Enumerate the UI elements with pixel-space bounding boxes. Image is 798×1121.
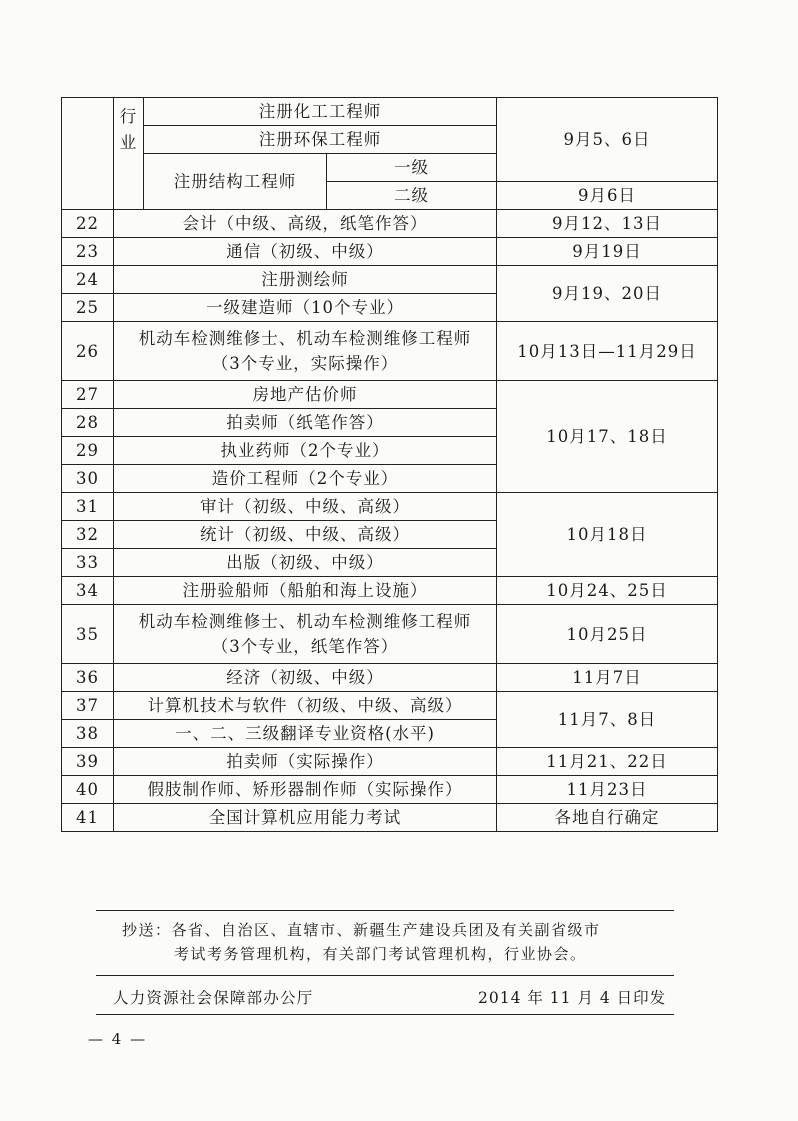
row-number: 25	[62, 294, 114, 322]
table-row	[62, 210, 718, 238]
divider-middle	[96, 975, 674, 976]
table-row	[62, 664, 718, 692]
page-number: — 4 —	[88, 1030, 148, 1048]
exam-name: 执业药师（2个专业）	[114, 437, 497, 465]
divider-bottom	[96, 1014, 674, 1015]
exam-name: 注册测绘师	[114, 266, 497, 294]
cc-line: 考试考务管理机构，有关部门考试管理机构，行业协会。	[174, 945, 587, 963]
exam-level: 一级	[327, 154, 497, 182]
table-row	[62, 266, 718, 294]
exam-name: 审计（初级、中级、高级）	[114, 493, 497, 521]
table-row	[62, 776, 718, 804]
exam-name: 注册结构工程师	[144, 154, 327, 210]
exam-name: 拍卖师（纸笔作答）	[114, 409, 497, 437]
table-row	[62, 238, 718, 266]
category-label: 行 业	[114, 98, 144, 210]
exam-name: 拍卖师（实际操作）	[114, 748, 497, 776]
exam-name: 一级建造师（10个专业）	[114, 294, 497, 322]
exam-date: 9月5、6日	[497, 98, 718, 182]
exam-date: 各地自行确定	[497, 804, 718, 832]
row-number: 39	[62, 748, 114, 776]
row-number: 33	[62, 549, 114, 577]
exam-name: 房地产估价师	[114, 381, 497, 409]
exam-date: 11月7日	[497, 664, 718, 692]
exam-date: 11月7、8日	[497, 692, 718, 748]
exam-name: 经济（初级、中级）	[114, 664, 497, 692]
divider-top	[96, 910, 674, 911]
row-number: 31	[62, 493, 114, 521]
table-row	[62, 381, 718, 409]
row-number: 28	[62, 409, 114, 437]
exam-name: 注册验船师（船舶和海上设施）	[114, 577, 497, 605]
exam-name: 造价工程师（2个专业）	[114, 465, 497, 493]
row-number: 41	[62, 804, 114, 832]
table-row	[62, 577, 718, 605]
row-number: 37	[62, 692, 114, 720]
exam-schedule-table	[61, 97, 718, 832]
table-row	[62, 98, 718, 126]
exam-date: 11月21、22日	[497, 748, 718, 776]
exam-name: 出版（初级、中级）	[114, 549, 497, 577]
table-row	[62, 748, 718, 776]
row-number: 36	[62, 664, 114, 692]
row-number	[62, 98, 114, 210]
exam-date: 10月25日	[497, 605, 718, 664]
issue-date: 2014 年 11 月 4 日印发	[478, 989, 667, 1007]
exam-name: 注册环保工程师	[144, 126, 497, 154]
exam-date: 9月19日	[497, 238, 718, 266]
exam-name: 计算机技术与软件（初级、中级、高级）	[114, 692, 497, 720]
exam-name: 统计（初级、中级、高级）	[114, 521, 497, 549]
table-row	[62, 804, 718, 832]
row-number: 24	[62, 266, 114, 294]
table-row	[62, 692, 718, 720]
exam-date: 9月6日	[497, 182, 718, 210]
row-number: 26	[62, 322, 114, 381]
exam-name: 机动车检测维修士、机动车检测维修工程师 （3个专业，纸笔作答）	[114, 605, 497, 664]
exam-name: 全国计算机应用能力考试	[114, 804, 497, 832]
exam-date: 10月24、25日	[497, 577, 718, 605]
row-number: 23	[62, 238, 114, 266]
issuing-office: 人力资源社会保障部办公厅	[113, 989, 314, 1007]
table-row	[62, 493, 718, 521]
row-number: 30	[62, 465, 114, 493]
exam-name: 注册化工工程师	[144, 98, 497, 126]
row-number: 22	[62, 210, 114, 238]
exam-date: 9月19、20日	[497, 266, 718, 322]
row-number: 40	[62, 776, 114, 804]
row-number: 35	[62, 605, 114, 664]
exam-name: 机动车检测维修士、机动车检测维修工程师 （3个专业，实际操作）	[114, 322, 497, 381]
row-number: 29	[62, 437, 114, 465]
row-number: 38	[62, 720, 114, 748]
exam-level: 二级	[327, 182, 497, 210]
exam-name: 会计（中级、高级，纸笔作答）	[114, 210, 497, 238]
exam-date: 10月18日	[497, 493, 718, 577]
exam-date: 10月13日—11月29日	[497, 322, 718, 381]
row-number: 34	[62, 577, 114, 605]
exam-name: 一、二、三级翻译专业资格(水平)	[114, 720, 497, 748]
exam-date: 9月12、13日	[497, 210, 718, 238]
cc-block	[122, 918, 601, 966]
exam-name: 假肢制作师、矫形器制作师（实际操作）	[114, 776, 497, 804]
table-row	[62, 322, 718, 381]
cc-line: 抄送：各省、自治区、直辖市、新疆生产建设兵团及有关副省级市	[122, 921, 601, 939]
row-number: 27	[62, 381, 114, 409]
table-row	[62, 605, 718, 664]
exam-date: 10月17、18日	[497, 381, 718, 493]
exam-date: 11月23日	[497, 776, 718, 804]
exam-name: 通信（初级、中级）	[114, 238, 497, 266]
row-number: 32	[62, 521, 114, 549]
